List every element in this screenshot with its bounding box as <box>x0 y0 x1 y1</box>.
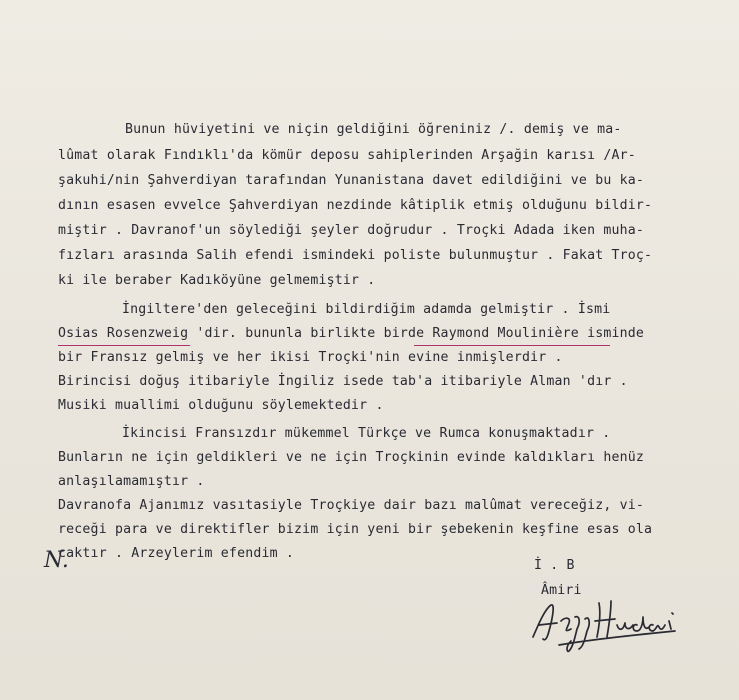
initial-mark: N. <box>44 548 69 573</box>
paragraph-1-line-1: Bunun hüviyetini ve niçin geldiğini öğreniniz /. demiş ve ma- <box>125 122 622 137</box>
paragraph-2-line-2: Osias Rosenzweig 'dir. bununla birlikte birde Raymond Moulinière isminde <box>58 326 645 341</box>
paragraph-1-line-5: miştir . Davranof'un söylediği şeyler doğrudur . Troçki Adada iken muha- <box>58 223 645 238</box>
paragraph-3-line-5: receği para ve direktifler bizim için yeni bir şebekenin keşfine esas ola <box>58 522 653 537</box>
paragraph-1-line-7: ki ile beraber Kadıköyüne gelmemiştir . <box>58 273 376 288</box>
paragraph-1-line-2: lûmat olarak Fındıklı'da kömür deposu sahiplerinden Arşağin karısı /Ar- <box>58 148 636 163</box>
paragraph-3-line-2: Bunların ne için geldikleri ve ne için Troçkinin evinde kaldıkları henüz <box>58 450 645 465</box>
paragraph-2-line-1: İngiltere'den geleceğini bildirdiğim adamda gelmiştir . İsmi <box>122 302 611 317</box>
underline-osias-rosenzweig <box>58 345 190 346</box>
office-title: Âmiri <box>541 583 582 598</box>
paragraph-1-line-4: dının esasen evvelce Şahverdiyan nezdinde kâtiplik etmiş olduğunu bildir- <box>58 198 653 213</box>
paragraph-2-line-4: Birincisi doğuş itibariyle İngiliz isede tab'a itibariyle Alman 'dır . <box>58 374 628 389</box>
paragraph-2-line-3: bir Fransız gelmiş ve her ikisi Troçki'nin evine inmişlerdir . <box>58 350 563 365</box>
signature <box>525 595 685 655</box>
paragraph-1-line-3: şakuhi/nin Şahverdiyan tarafından Yunanistana davet edildiğini ve bu ka- <box>58 173 645 188</box>
paragraph-3-line-3: anlaşılamamıştır . <box>58 474 205 489</box>
underline-raymond-mouliniere <box>414 345 610 346</box>
paragraph-1-line-6: fızları arasında Salih efendi ismindeki poliste bulunmuştur . Fakat Troç- <box>58 248 653 263</box>
paragraph-2-line-5: Musiki muallimi olduğunu söylemektedir . <box>58 398 384 413</box>
paragraph-3-line-1: İkincisi Fransızdır mükemmel Türkçe ve Rumca konuşmaktadır . <box>122 426 611 441</box>
paragraph-3-line-4: Davranofa Ajanımız vasıtasiyle Troçkiye dair bazı malûmat vereceğiz, vi- <box>58 498 645 513</box>
paragraph-3-line-6: caktır . Arzeylerim efendim . <box>58 546 295 561</box>
office-abbrev: İ . B <box>534 558 575 573</box>
